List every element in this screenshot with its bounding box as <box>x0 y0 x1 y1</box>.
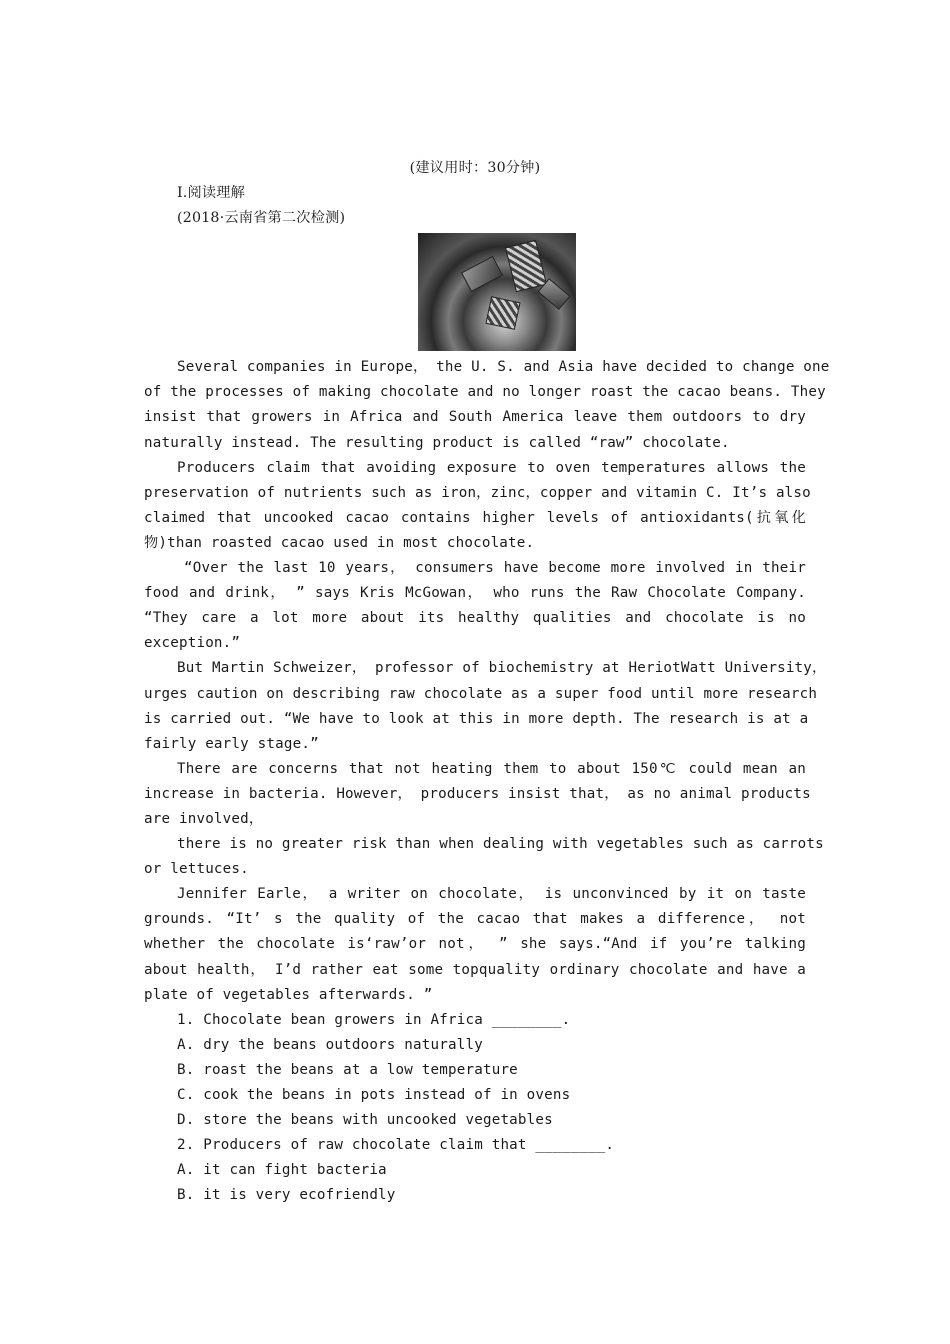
time-note: (建议用时：30分钟) <box>409 160 541 176</box>
passage-line: naturally instead. The resulting product is called “raw” chocolate. <box>144 434 730 451</box>
questions <box>144 1008 806 1209</box>
passage-line: there is no greater risk than when dealing with vegetables such as carrots <box>177 836 824 853</box>
passage-line: whether the chocolate is‘raw’or not， ” she says.“And if you’re talking <box>144 936 806 953</box>
passage-line: But Martin Schweizer， professor of biochemistry at HeriotWatt University， <box>177 660 827 677</box>
passage-line: are involved， <box>144 810 264 827</box>
answer-option[interactable]: A. it can fight bacteria <box>177 1162 387 1179</box>
passage-line: plate of vegetables afterwards. ” <box>144 986 433 1003</box>
passage-line: or lettuces. <box>144 861 249 878</box>
passage-line: insist that growers in Africa and South America leave them outdoors to dry <box>144 409 806 426</box>
answer-option[interactable]: A. dry the beans outdoors naturally <box>177 1036 483 1053</box>
passage-line: claimed that uncooked cacao contains higher levels of antioxidants(抗氧化 <box>144 509 806 526</box>
passage-line: 物)than roasted cacao used in most chocolate. <box>144 534 535 551</box>
passage-line: “They care a lot more about its healthy qualities and chocolate is no <box>144 610 806 627</box>
passage-line: of the processes of making chocolate and no longer roast the cacao beans. They <box>144 384 826 401</box>
question-stem: 1. Chocolate bean growers in Africa ________. <box>177 1011 571 1028</box>
question-stem: 2. Producers of raw chocolate claim that ________. <box>177 1137 615 1154</box>
content-area <box>144 156 830 1208</box>
answer-option[interactable]: B. roast the beans at a low temperature <box>177 1061 518 1078</box>
answer-option[interactable]: C. cook the beans in pots instead of in ovens <box>177 1087 571 1103</box>
passage-line: “Over the last 10 years， consumers have become more involved in their <box>184 560 806 577</box>
passage-line: grounds. “It’ s the quality of the cacao that makes a difference， not <box>144 911 806 928</box>
answer-option[interactable]: B. it is very ecofriendly <box>177 1187 396 1204</box>
passage-line: is carried out. “We have to look at this in more depth. The research is at a <box>144 710 809 727</box>
passage-line: preservation of nutrients such as iron，zinc，copper and vitamin C. It’s also <box>144 484 811 501</box>
section-title: Ⅰ.阅读理解 <box>177 185 246 202</box>
passage-line: increase in bacteria. However， producers insist that， as no animal products <box>144 785 811 802</box>
passage-line: There are concerns that not heating them to about 150℃ could mean an <box>177 760 806 777</box>
passage-line: Jennifer Earle， a writer on chocolate， is unconvinced by it on taste <box>177 886 806 903</box>
passage-line: Producers claim that avoiding exposure to oven temperatures allows the <box>177 459 806 476</box>
passage-line: food and drink， ” says Kris McGowan， who runs the Raw Chocolate Company. <box>144 585 806 602</box>
passage-line: exception.” <box>144 635 241 652</box>
source-note: (2018·云南省第二次检测) <box>177 210 346 227</box>
passage-line: fairly early stage.” <box>144 735 319 752</box>
passage <box>144 355 830 1007</box>
answer-option[interactable]: D. store the beans with uncooked vegetables <box>177 1112 553 1129</box>
figure-row <box>144 231 806 355</box>
passage-line: Several companies in Europe， the U. S. and Asia have decided to change one <box>177 359 830 376</box>
chocolate-splash-image <box>418 233 576 351</box>
passage-line: urges caution on describing raw chocolate as a super food until more research <box>144 685 818 702</box>
passage-line: about health， I’d rather eat some topquality ordinary chocolate and have a <box>144 961 806 978</box>
